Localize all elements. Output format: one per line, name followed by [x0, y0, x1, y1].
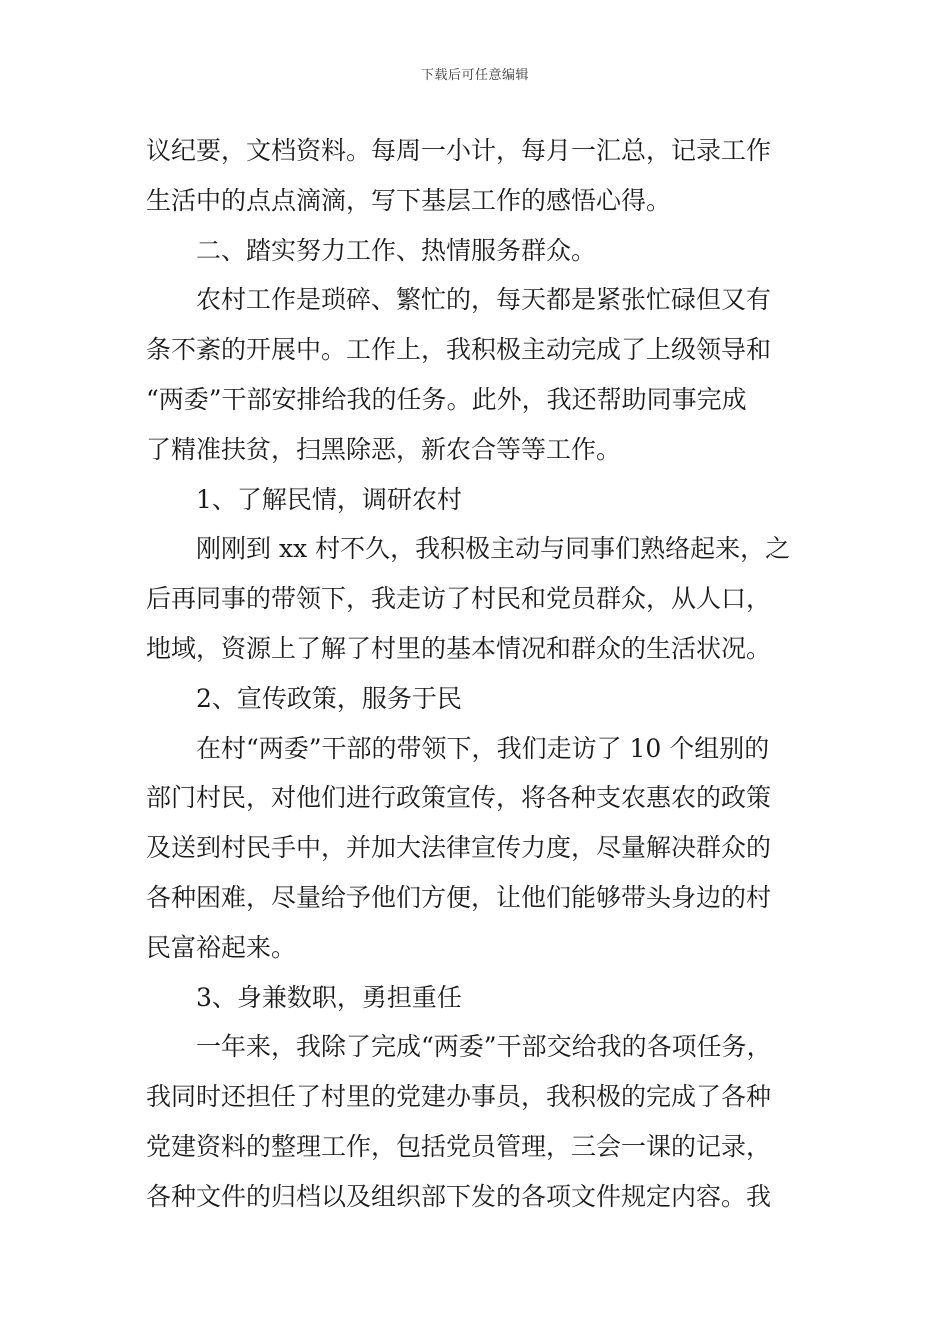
text-line: 后再同事的带领下，我走访了村民和党员群众，从人口， [146, 584, 772, 614]
text-line: “两委”干部安排给我的任务。此外，我还帮助同事完成 [146, 384, 747, 414]
text-line: 了精准扶贫，扫黑除恶，新农合等等工作。 [146, 434, 622, 464]
text-line: 民富裕起来。 [146, 932, 297, 962]
text-line: 条不紊的开展中。工作上，我积极主动完成了上级领导和 [146, 335, 772, 365]
subsection-heading: 3、身兼数职，勇担重任 [196, 982, 462, 1012]
page-header: 下载后可任意编辑 [420, 68, 529, 83]
text-line: 各种困难，尽量给予他们方便，让他们能够带头身边的村 [146, 882, 772, 912]
text-line: 部门村民，对他们进行政策宣传，将各种支农惠农的政策 [146, 783, 772, 813]
text-line: 议纪要，文档资料。每周一小计，每月一汇总，记录工作 [146, 136, 772, 165]
text-line: 我同时还担任了村里的党建办事员，我积极的完成了各种 [146, 1082, 772, 1112]
text-line: 地域，资源上了解了村里的基本情况和群众的生活状况。 [146, 633, 772, 663]
text-line: 及送到村民手中，并加大法律宣传力度，尽量解决群众的 [146, 833, 772, 863]
subsection-heading: 1、了解民情，调研农村 [196, 484, 462, 514]
text-line: 在村“两委”干部的带领下，我们走访了 10 个组别的 [196, 733, 770, 763]
subsection-heading: 2、宣传政策，服务于民 [196, 683, 462, 713]
document-body [146, 126, 810, 1222]
text-line: 各种文件的归档以及组织部下发的各项文件规定内容。我 [146, 1181, 772, 1211]
text-line: 农村工作是琐碎、繁忙的，每天都是紧张忙碌但又有 [196, 285, 772, 315]
section-heading: 二、踏实努力工作、热情服务群众。 [196, 235, 597, 265]
text-line: 生活中的点点滴滴，写下基层工作的感悟心得。 [146, 185, 672, 215]
text-line: 党建资料的整理工作，包括党员管理，三会一课的记录， [146, 1131, 772, 1161]
text-line: 刚刚到 xx 村不久，我积极主动与同事们熟络起来，之 [196, 534, 791, 564]
text-line: 一年来，我除了完成“两委”干部交给我的各项任务， [196, 1032, 772, 1062]
